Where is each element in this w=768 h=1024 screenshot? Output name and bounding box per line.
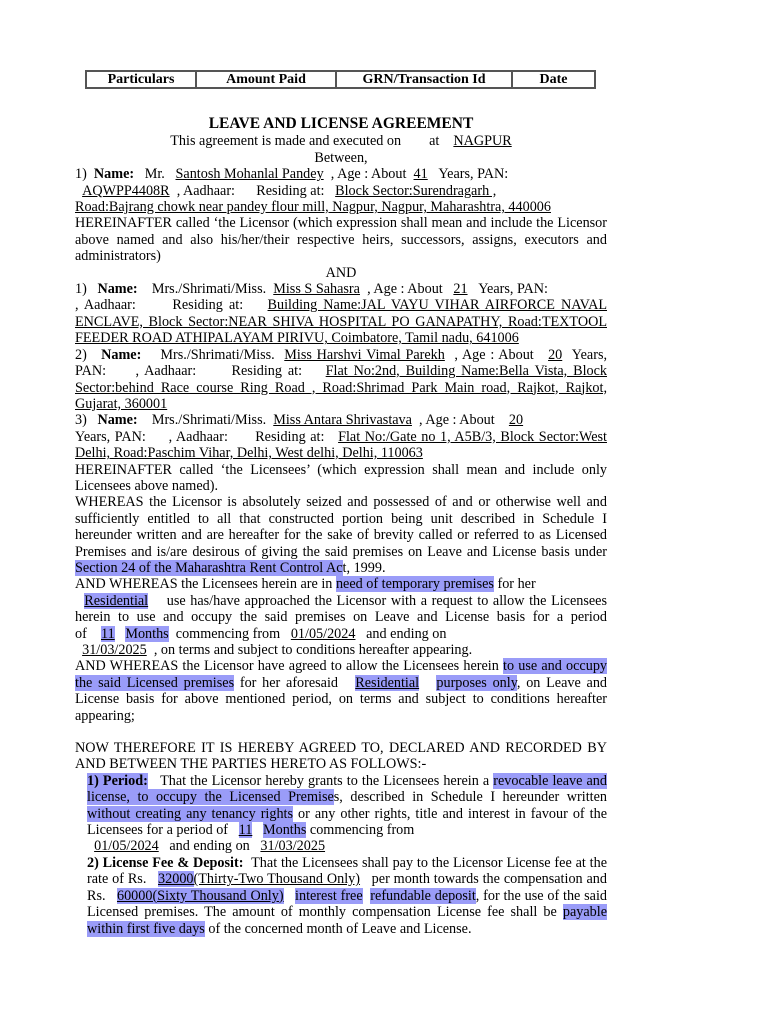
agreement-body [75, 116, 607, 937]
licensee-1-address: Building Name:JAL VAYU VIHAR AIRFORCE NAVAL ENCLAVE, Block Sector:NEAR SHIVA HOSPITAL PO GANAPATHY, Road:TEXTOOL FEEDER ROAD ATHIPALAYAM PIRIVU, Coimbatore, Tamil nadu, 641006 [75, 297, 608, 347]
col-date: Date [512, 71, 595, 88]
highlight-revocable-leave: revocable leave and license, to occupy the Licensed Premise [87, 772, 607, 806]
licensees-hereinafter: HEREINAFTER called ‘the Licensees’ (which expression shall mean and include only Licensees above named). [75, 461, 607, 494]
highlight-temporary-premises: need of temporary premises [335, 576, 494, 593]
highlight-payable-five-days: payable within first five days [87, 904, 608, 937]
col-amount-paid: Amount Paid [196, 71, 336, 88]
intro-line: This agreement is made and executed on at NAGPUR [170, 133, 512, 150]
licensee-1-details: 1) Name: Mrs./Shrimati/Miss. Miss S Sahasra , Age : About 21 Years, PAN: , Aadhaar: Residing at: Building Name:JAL VAYU VIHAR AIRFORCE NAVAL ENCLAVE, Block Sector:NEAR SHIVA HOSPITAL PO GANAPATHY, Road:TEXTOOL FEEDER ROAD ATHIPALAYAM PIRIVU, Coimbatore, Tamil nadu, 641006 [75, 281, 608, 347]
clause-2-label: 2) License Fee & Deposit: [87, 854, 244, 871]
col-particulars: Particulars [86, 71, 196, 88]
clause-1-label: 1) Period: [87, 772, 148, 789]
payment-table-header-row [86, 71, 595, 88]
licensee-2-details: 2) Name: Mrs./Shrimati/Miss. Miss Harshvi Vimal Parekh , Age : About 20 Years, PAN: , Aadhaar: Residing at: Flat No:2nd, Building Name:Bella Vista, Block Sector:behind Race course Ring Road , Road:Shrimad Park Main road, Rajkot, Rajkot, Gujarat, 360001 [75, 346, 608, 412]
licensee-2-address: Flat No:2nd, Building Name:Bella Vista, Block Sector:behind Race course Ring Road , Road:Shrimad Park Main road, Rajkot, Rajkot, Gujarat, 360001 [75, 363, 608, 412]
licensee-2-name: Miss Harshvi Vimal Parekh [284, 346, 445, 363]
now-therefore: NOW THEREFORE IT IS HEREBY AGREED TO, DECLARED AND RECORDED BY AND BETWEEN THE PARTIES HERETO AS FOLLOWS:- [75, 740, 607, 773]
fee-amount: 32000 [158, 871, 194, 888]
licensor-pan: AQWPP4408R [82, 182, 170, 199]
highlight-section-24: Section 24 of the Maharashtra Rent Control Ac [75, 559, 343, 576]
licensor-details: 1) Name: Mr. Santosh Mohanlal Pandey , Age : About 41 Years, PAN: AQWPP4408R , Aadhaar: Residing at: Block Sector:Surendragarh , Road:Bajrang chowk near pandey flour mill, Nagpur, Nagpur, Maharashtra, 440006 [75, 166, 551, 216]
col-grn-transaction-id: GRN/Transaction Id [336, 71, 512, 88]
licensor-name: Santosh Mohanlal Pandey [175, 166, 324, 183]
between-line: Between, [314, 149, 368, 166]
whereas-paragraph-1: WHEREAS the Licensor is absolutely seized and possessed of and or otherwise well and sufficiently entitled to all that constructed portion being unit described in Schedule I hereunder written and are hereafter for the sake of brevity called or referred to as Licensed Premises and is/are desirous of giving the said premises on Leave and License basis under Section 24 of the Maharashtra Rent Control Act, 1999. [75, 494, 607, 576]
payment-table [85, 70, 596, 89]
whereas-paragraph-2: AND WHEREAS the Licensees herein are in need of temporary premises for her Residential use has/have approached the Licensor with a request to allow the Licensees herein to use and occupy the said premises on Leave and License basis for a period of 11 Months commencing from 01/05/2024 and ending on 31/03/2025 , on terms and subject to conditions hereafter appearing. [75, 576, 608, 658]
highlight-residential: Residential [84, 592, 149, 609]
whereas-paragraph-3: AND WHEREAS the Licensor have agreed to allow the Licensees herein to use and occupy the said Licensed premises for her aforesaid Residential purposes only, on Leave and License basis for above mentioned period, on terms and subject to conditions hereafter appearing; [75, 658, 608, 724]
licensor-address: Road:Bajrang chowk near pandey flour mill, Nagpur, Nagpur, Maharashtra, 440006 [75, 199, 551, 216]
place-value: NAGPUR [453, 133, 512, 150]
clause-period: 1) Period: That the Licensor hereby grants to the Licensees herein a revocable leave and license, to occupy the Licensed Premises, described in Schedule I hereunder written without creating any tenancy rights or any other rights, title and interest in favour of the Licensees for a period of 11 Months commencing from 01/05/2024 and ending on 31/03/2025 [87, 772, 607, 855]
highlight-use-and-occupy: to use and occupy the said Licensed premises [75, 658, 608, 691]
highlight-no-tenancy: without creating any tenancy rights [87, 805, 294, 822]
clause-license-fee: 2) License Fee & Deposit: That the Licensees shall pay to the Licensor License fee at the rate of Rs. 32000(Thirty-Two Thousand Only) per month towards the compensation and Rs. 60000(Sixty Thousand Only) interest free refundable deposit, for the use of the said Licensed premises. The amount of monthly compensation License fee shall be payable within first five days of the concerned month of Leave and License. [87, 854, 608, 937]
deposit-amount: 60000(Sixty Thousand Only) [116, 887, 284, 904]
licensee-1-name: Miss S Sahasra [273, 281, 360, 298]
page-title: LEAVE AND LICENSE AGREEMENT [208, 115, 474, 132]
licensee-3-details: 3) Name: Mrs./Shrimati/Miss. Miss Antara Shrivastava , Age : About 20 Years, PAN: , Aadhaar: Residing at: Flat No:/Gate no 1, A5B/3, Block Sector:West Delhi, Road:Paschim Vihar, Delhi, West delhi, Delhi, 110063 [75, 412, 607, 462]
licensor-hereinafter: HEREINAFTER called ‘the Licensor (which expression shall mean and include the Licensor above named and also his/her/their respective heirs, successors, assigns, executors and administrators) [75, 215, 607, 265]
and-separator: AND [325, 264, 357, 281]
licensee-3-address: Flat No:/Gate no 1, A5B/3, Block Sector:West Delhi, Road:Paschim Vihar, Delhi, West delhi, Delhi, 110063 [75, 428, 607, 462]
licensee-3-name: Miss Antara Shrivastava [273, 412, 412, 429]
